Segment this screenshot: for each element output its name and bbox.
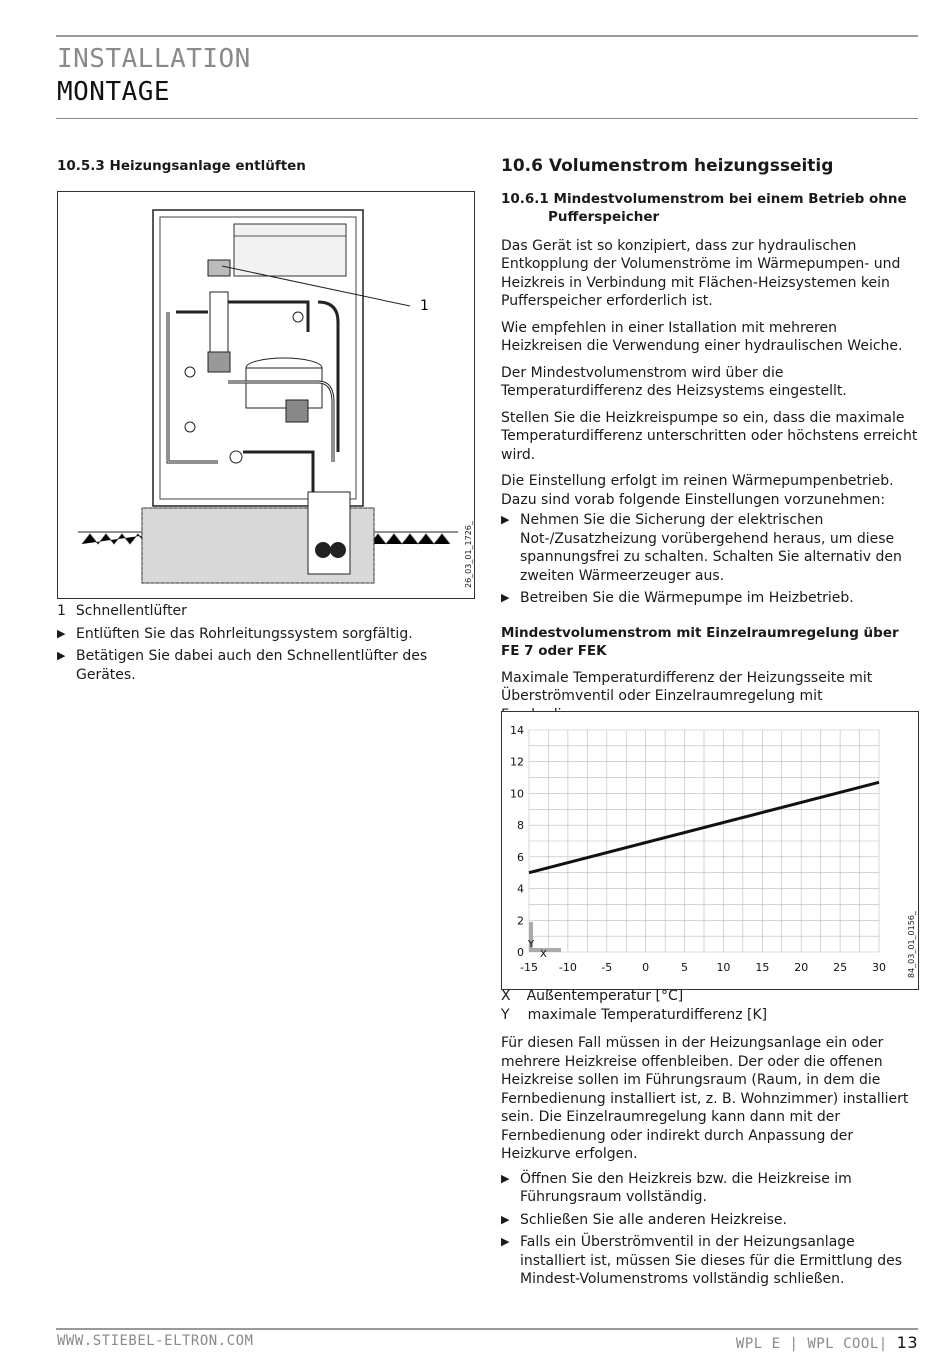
y-axis-label: Y	[528, 939, 535, 950]
left-bullet-2: ▶ Betätigen Sie dabei auch den Schnellentlüfter des Gerätes.	[57, 647, 477, 684]
left-column	[57, 157, 477, 176]
legend-key-x: X	[501, 988, 511, 1004]
x-tick-label: 20	[794, 961, 809, 974]
para-4: Stellen Sie die Heizkreispumpe so ein, dass die maximale Temperaturdifferenz unterschritten oder höchstens erreicht wird.	[501, 409, 918, 463]
section-heading-10-6: 10.6 Volumenstrom heizungsseitig	[501, 156, 834, 176]
y-tick-label: 4	[517, 882, 524, 896]
footer-rule	[56, 1328, 918, 1330]
chart-figure	[501, 711, 919, 990]
top-rule	[56, 35, 918, 37]
x-tick-label: -15	[520, 961, 538, 974]
chart-legend-y	[501, 1006, 918, 1025]
x-tick-label: 0	[642, 961, 650, 974]
right-bullet-3: ▶ Öffnen Sie den Heizkreis bzw. die Heizkreise im Führungsraum vollständig.	[501, 1170, 918, 1207]
y-tick-label: 8	[517, 819, 524, 833]
x-tick-label: 30	[872, 961, 886, 974]
header-subsection: MONTAGE	[57, 77, 171, 107]
bold-subheading: Mindestvolumenstrom mit Einzelraumregelung über FE 7 oder FEK	[501, 624, 899, 659]
para-3: Der Mindestvolumenstrom wird über die Temperaturdifferenz des Heizsystems eingestellt.	[501, 364, 847, 399]
para-2: Wie empfehlen in einer Istallation mit mehreren Heizkreisen die Verwendung einer hydraulischen Weiche.	[501, 319, 903, 354]
legend-item	[57, 602, 477, 621]
right-bullet-2: ▶ Betreiben Sie die Wärmepumpe im Heizbetrieb.	[501, 589, 918, 608]
y-tick-label: 12	[510, 755, 524, 769]
chart-id: 84_03_01_0156_	[907, 911, 916, 978]
y-tick-label: 10	[510, 787, 524, 801]
footer-website: WWW.STIEBEL-ELTRON.COM	[57, 1333, 254, 1349]
x-tick-label: 10	[716, 961, 731, 974]
footer-product-name: WPL E | WPL COOL	[735, 1336, 879, 1352]
subsection-heading-10-6-1: 10.6.1 Mindestvolumenstrom bei einem Betrieb ohne Pufferspeicher	[501, 190, 907, 225]
y-tick-label: 2	[517, 914, 524, 928]
right-bullet-5: ▶ Falls ein Überströmventil in der Heizungsanlage installiert ist, müssen Sie dieses für die Ermittlung des Mindest-Volumenstroms vollständig schließen.	[501, 1233, 918, 1289]
left-legend	[57, 602, 477, 684]
right-bullet-4: ▶ Schließen Sie alle anderen Heizkreise.	[501, 1211, 918, 1230]
figure-id: 26_03_01_1726_	[464, 521, 473, 588]
chart-legend-x	[501, 987, 918, 1006]
legend-text-x: Außentemperatur [°C]	[526, 988, 684, 1004]
right-column	[501, 157, 918, 724]
x-tick-label: 15	[755, 961, 770, 974]
installation-figure	[57, 191, 475, 599]
para-5: Die Einstellung erfolgt im reinen Wärmepumpenbetrieb. Dazu sind vorab folgende Einstellungen vorzunehmen:	[501, 473, 894, 508]
y-tick-label: 6	[517, 850, 524, 864]
legend-number: 1	[57, 603, 66, 619]
x-tick-label: 25	[833, 961, 848, 974]
legend-text: Schnellentlüfter	[75, 603, 187, 619]
x-tick-label: 5	[681, 961, 689, 974]
y-tick-label: 0	[517, 946, 524, 959]
left-bullet-1: ▶ Entlüften Sie das Rohrleitungssystem sorgfältig.	[57, 625, 477, 644]
figure-callout-1: 1	[420, 298, 429, 314]
page-number: 13	[896, 1333, 918, 1352]
legend-key-y: Y	[501, 1006, 510, 1023]
chart-intro: Maximale Temperaturdifferenz der Heizungsseite mit Überströmventil oder Einzelraumregelung mit	[501, 669, 873, 704]
legend-text-y: maximale Temperaturdifferenz [K]	[527, 1006, 768, 1023]
heat-pump-drawing	[58, 192, 474, 598]
para-1: Das Gerät ist so konzipiert, dass zur hydraulischen Entkopplung der Volumenströme im Wärmepumpen- und Heizkreis in Verbindung mit Flächen-Heizsystemen kein Pufferspeicher erforderlich ist.	[501, 237, 901, 309]
header-section: INSTALLATION	[57, 44, 251, 74]
x-tick-label: -5	[601, 961, 613, 974]
x-axis-label: X	[540, 949, 547, 960]
right-bullet-1: ▶ Nehmen Sie die Sicherung der elektrischen Not-/Zusatzheizung vorübergehend heraus, um diese spannungsfrei zu schalten. Schalten Sie alternativ den zweiten Wärmeerzeuger aus.	[501, 511, 918, 585]
header-divider	[56, 118, 918, 119]
x-tick-label: -10	[558, 961, 577, 974]
section-heading-10-5-3: 10.5.3 Heizungsanlage entlüften	[57, 158, 306, 174]
para-after-chart: Für diesen Fall müssen in der Heizungsanlage ein oder mehrere Heizkreise offenbleiben. Der oder die offenen Heizkreise sollen im Führungsraum (Raum, in dem die Fernbedienung installiert ist, z. B. Wohnzimmer) installiert sein. Die Einzelraumregelung kann dann mit der Fernbedienung oder indirekt durch Anpassung der Heizkurve erfolgen.	[501, 1035, 909, 1162]
footer-product: WPL E | WPL COOL| 13	[735, 1333, 918, 1352]
right-lower	[501, 987, 918, 1289]
y-tick-label: 14	[510, 724, 524, 737]
line-chart	[502, 712, 918, 989]
